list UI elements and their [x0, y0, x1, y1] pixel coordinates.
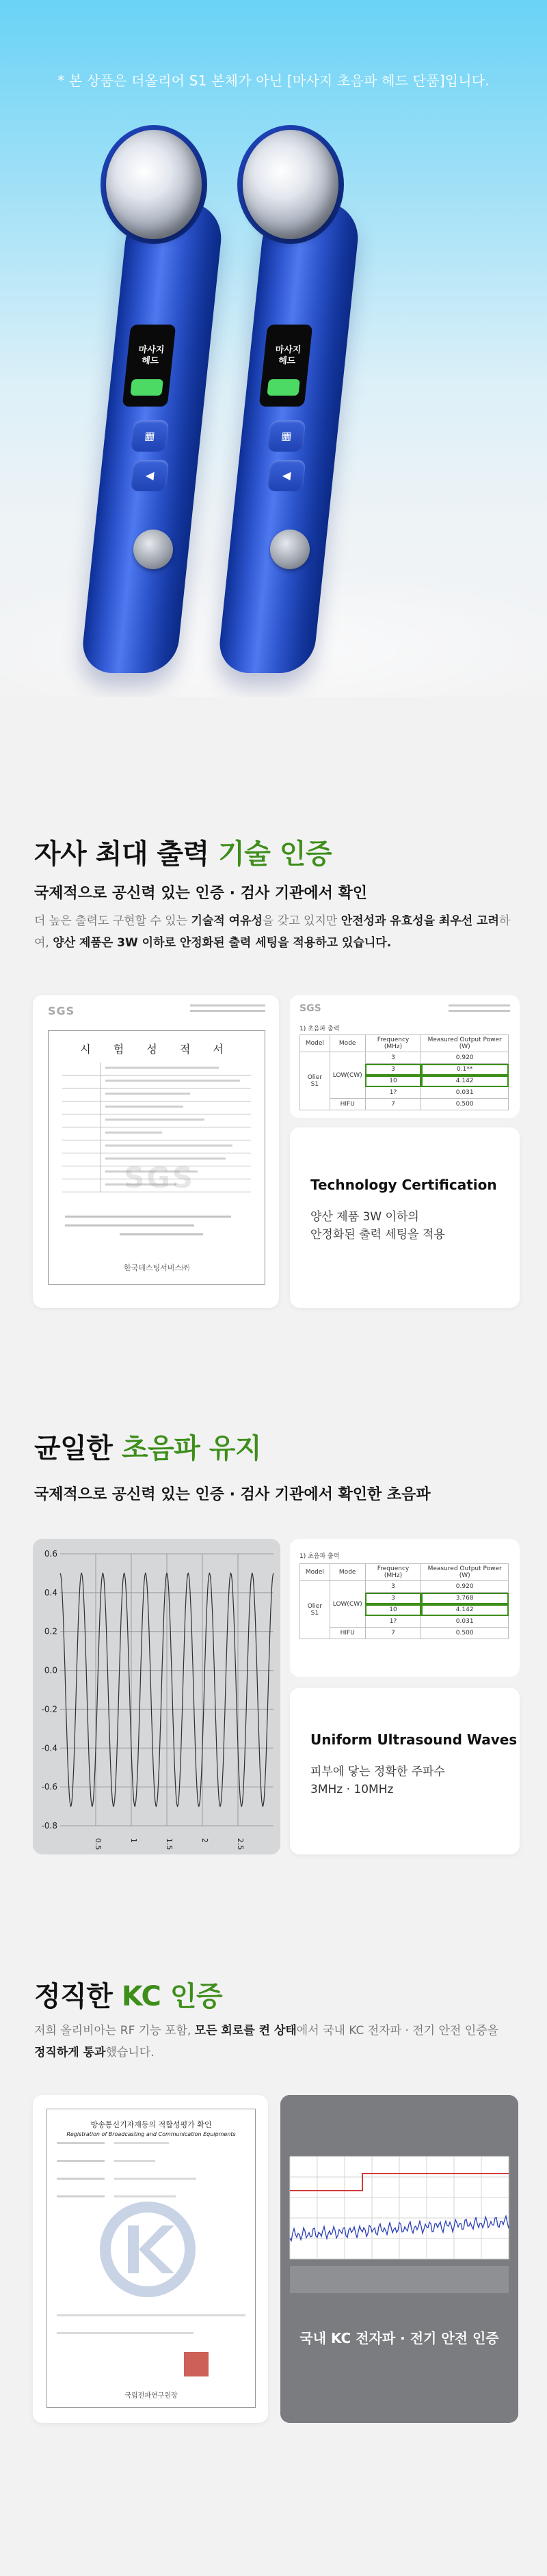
table-cell-highlight: 10 — [365, 1075, 421, 1087]
table-cell: 1? — [365, 1616, 421, 1628]
device-screen-text: 마사지 헤드 — [274, 345, 302, 366]
table-cell-highlight: 3.768 — [421, 1593, 509, 1604]
table-caption: 1) 초음파 출력 — [299, 1553, 340, 1560]
device-menu-button — [267, 420, 306, 452]
table-cell-mode: LOW(CW) — [330, 1052, 365, 1099]
sgs-logo: SGS — [48, 1004, 75, 1017]
table-header: Frequency (MHz) — [365, 1035, 421, 1052]
section2-subtitle: 국제적으로 공신력 있는 인증 · 검사 기관에서 확인한 초음파 — [34, 1486, 431, 1503]
kc-title-korean: 방송통신기자재등의 적합성평가 확인 — [90, 2120, 212, 2129]
table-cell: 3 — [365, 1581, 421, 1593]
section2-title-plain: 균일한 — [34, 1433, 122, 1464]
section2-title — [34, 1427, 261, 1466]
table-cell: 0.031 — [421, 1616, 509, 1628]
section3-paragraph — [34, 2020, 513, 2064]
y-tick-label: 0.2 — [44, 1626, 57, 1636]
card-description-line1: 양산 제품 3W 이하의 — [310, 1210, 419, 1224]
table-cell-mode: HIFU — [330, 1099, 365, 1110]
speaker-icon: ◀ — [281, 469, 292, 482]
table-cell-model: Olier S1 — [300, 1052, 330, 1110]
table-header: Measured Output Power (W) — [421, 1035, 509, 1052]
kc-certificate-footer-lines — [57, 2314, 245, 2350]
output-power-table — [299, 1563, 509, 1639]
para-text: 에서 국내 KC 전자파 · 전기 안전 인증을 — [296, 2024, 499, 2038]
technology-certification-card — [290, 1127, 520, 1308]
kc-logo-icon — [96, 2198, 199, 2301]
table-cell-mode: HIFU — [330, 1628, 365, 1639]
table-header: Mode — [330, 1035, 365, 1052]
para-bold: 기술적 여유성 — [191, 914, 263, 928]
section3-title — [34, 1975, 222, 2014]
y-tick-label: 0.6 — [44, 1549, 57, 1559]
device-sound-button — [267, 460, 306, 491]
test-report-document — [33, 995, 279, 1308]
table-header: Measured Output Power (W) — [421, 1564, 509, 1581]
x-tick-label: 0.5 — [94, 1838, 103, 1850]
kc-caption: 국내 KC 전자파 · 전기 안전 인증 — [299, 2330, 499, 2346]
para-text: 하여, — [34, 914, 511, 950]
table-cell: 0.031 — [421, 1087, 509, 1099]
y-tick-label: -0.2 — [41, 1704, 57, 1714]
device-screen-text: 마사지 헤드 — [137, 345, 165, 366]
output-table-card — [290, 1539, 520, 1677]
y-tick-label: -0.6 — [41, 1782, 57, 1792]
x-tick-label: 1 — [129, 1838, 138, 1843]
table-cell: 0.920 — [421, 1052, 509, 1064]
sgs-logo: SGS — [299, 1003, 321, 1014]
grid-icon: ▦ — [280, 429, 293, 442]
table-row — [300, 1628, 509, 1639]
y-tick-label: 0.0 — [44, 1665, 57, 1675]
table-cell-model: Olier S1 — [300, 1581, 330, 1639]
report-watermark: SGS — [124, 1161, 195, 1194]
para-text: 을 갖고 있지만 — [262, 914, 341, 928]
official-seal-icon — [184, 2352, 209, 2376]
uniform-waves-card — [290, 1688, 520, 1854]
card-title: Uniform Ultrasound Waves — [310, 1731, 518, 1748]
kc-title-english: Registration of Broadcasting and Communication Equipments — [66, 2131, 236, 2137]
table-cell-highlight: 4.142 — [421, 1075, 509, 1087]
card-description-line1: 피부에 닿는 정확한 주파수 — [310, 1765, 445, 1779]
table-caption: 1) 초음파 출력 — [299, 1026, 340, 1032]
report-page-number — [0, 0, 263, 1301]
table-row — [300, 1052, 509, 1064]
para-bold: 양산 제품은 3W 이하로 안정화된 출력 세팅을 적용하고 있습니다. — [53, 936, 392, 950]
section3-title-accent: KC 인증 — [121, 1981, 223, 2012]
speaker-icon: ◀ — [144, 469, 155, 482]
table-cell-highlight: 3 — [365, 1064, 421, 1075]
table-cell: 7 — [365, 1628, 421, 1639]
table-header: Model — [300, 1035, 330, 1052]
y-tick-label: -0.4 — [41, 1743, 57, 1753]
table-cell-mode: LOW(CW) — [330, 1581, 365, 1628]
grid-icon: ▦ — [144, 429, 156, 442]
para-bold: 정직하게 통과 — [34, 2046, 106, 2059]
para-text: 저희 올리비아는 RF 기능 포함, — [34, 2024, 195, 2038]
device-power-knob — [270, 530, 310, 569]
kc-certificate-title — [47, 2119, 255, 2137]
device-screen — [259, 325, 313, 407]
table-header: Frequency (MHz) — [365, 1564, 421, 1581]
para-text: 했습니다. — [105, 2046, 155, 2059]
card-description-line2: 안정화된 출력 세팅을 적용 — [310, 1228, 445, 1242]
kc-certificate-frame — [46, 2109, 256, 2408]
table-cell: 3 — [365, 1052, 421, 1064]
section1-title-plain: 자사 최대 출력 — [34, 838, 219, 870]
y-tick-label: -0.8 — [41, 1821, 57, 1831]
report-organization: 한국테스팅서비스㈜ — [123, 1263, 189, 1272]
table-cell: 0.920 — [421, 1581, 509, 1593]
table-cell: 7 — [365, 1099, 421, 1110]
para-bold: 모든 회로를 켠 상태 — [194, 2024, 297, 2038]
table-cell: 0.500 — [421, 1628, 509, 1639]
table-row — [300, 1099, 509, 1110]
device-screen-indicator — [267, 379, 300, 396]
card-description-line2: 3MHz · 10MHz — [310, 1783, 394, 1796]
output-power-table — [299, 1034, 509, 1110]
emission-test-graph — [280, 2095, 518, 2423]
table-cell-highlight: 4.142 — [421, 1604, 509, 1616]
kc-test-screenshot — [280, 2095, 518, 2423]
table-row — [300, 1581, 509, 1593]
para-bold: 안전성과 유효성을 최우선 고려 — [341, 914, 499, 928]
graph-table-area — [290, 2266, 509, 2293]
x-tick-label: 2 — [200, 1838, 209, 1843]
table-cell-highlight: 10 — [365, 1604, 421, 1616]
table-header: Model — [300, 1564, 330, 1581]
table-cell-highlight: 0.1** — [421, 1064, 509, 1075]
section1-title-accent: 기술 인증 — [218, 838, 332, 870]
waveform-svg — [33, 1539, 280, 1854]
hero-note: * 본 상품은 더올리어 S1 본체가 아닌 [마사지 초음파 헤드 단품]입니다. — [57, 72, 490, 89]
table-cell: 1? — [365, 1087, 421, 1099]
para-text: 더 높은 출력도 구현할 수 있는 — [34, 914, 191, 928]
kc-issuer: 국립전파연구원장 — [124, 2392, 178, 2400]
section3-title-plain: 정직한 — [34, 1981, 122, 2012]
x-tick-label: 1.5 — [165, 1838, 174, 1850]
section2-title-accent: 초음파 유지 — [121, 1433, 261, 1464]
kc-certificate-document — [33, 2095, 268, 2423]
report-title: 시 험 성 적 서 — [80, 1043, 233, 1056]
table-cell: 0.500 — [421, 1099, 509, 1110]
waveform-chart — [33, 1539, 280, 1854]
report-reference-lines — [449, 1004, 510, 1012]
x-tick-label: 2.5 — [236, 1838, 245, 1850]
table-cell-highlight: 3 — [365, 1593, 421, 1604]
section1-subtitle: 국제적으로 공신력 있는 인증 · 검사 기관에서 확인 — [34, 885, 368, 902]
output-table-card — [290, 995, 520, 1118]
table-header: Mode — [330, 1564, 365, 1581]
y-tick-label: 0.4 — [44, 1587, 57, 1598]
card-title: Technology Certification — [310, 1177, 497, 1193]
